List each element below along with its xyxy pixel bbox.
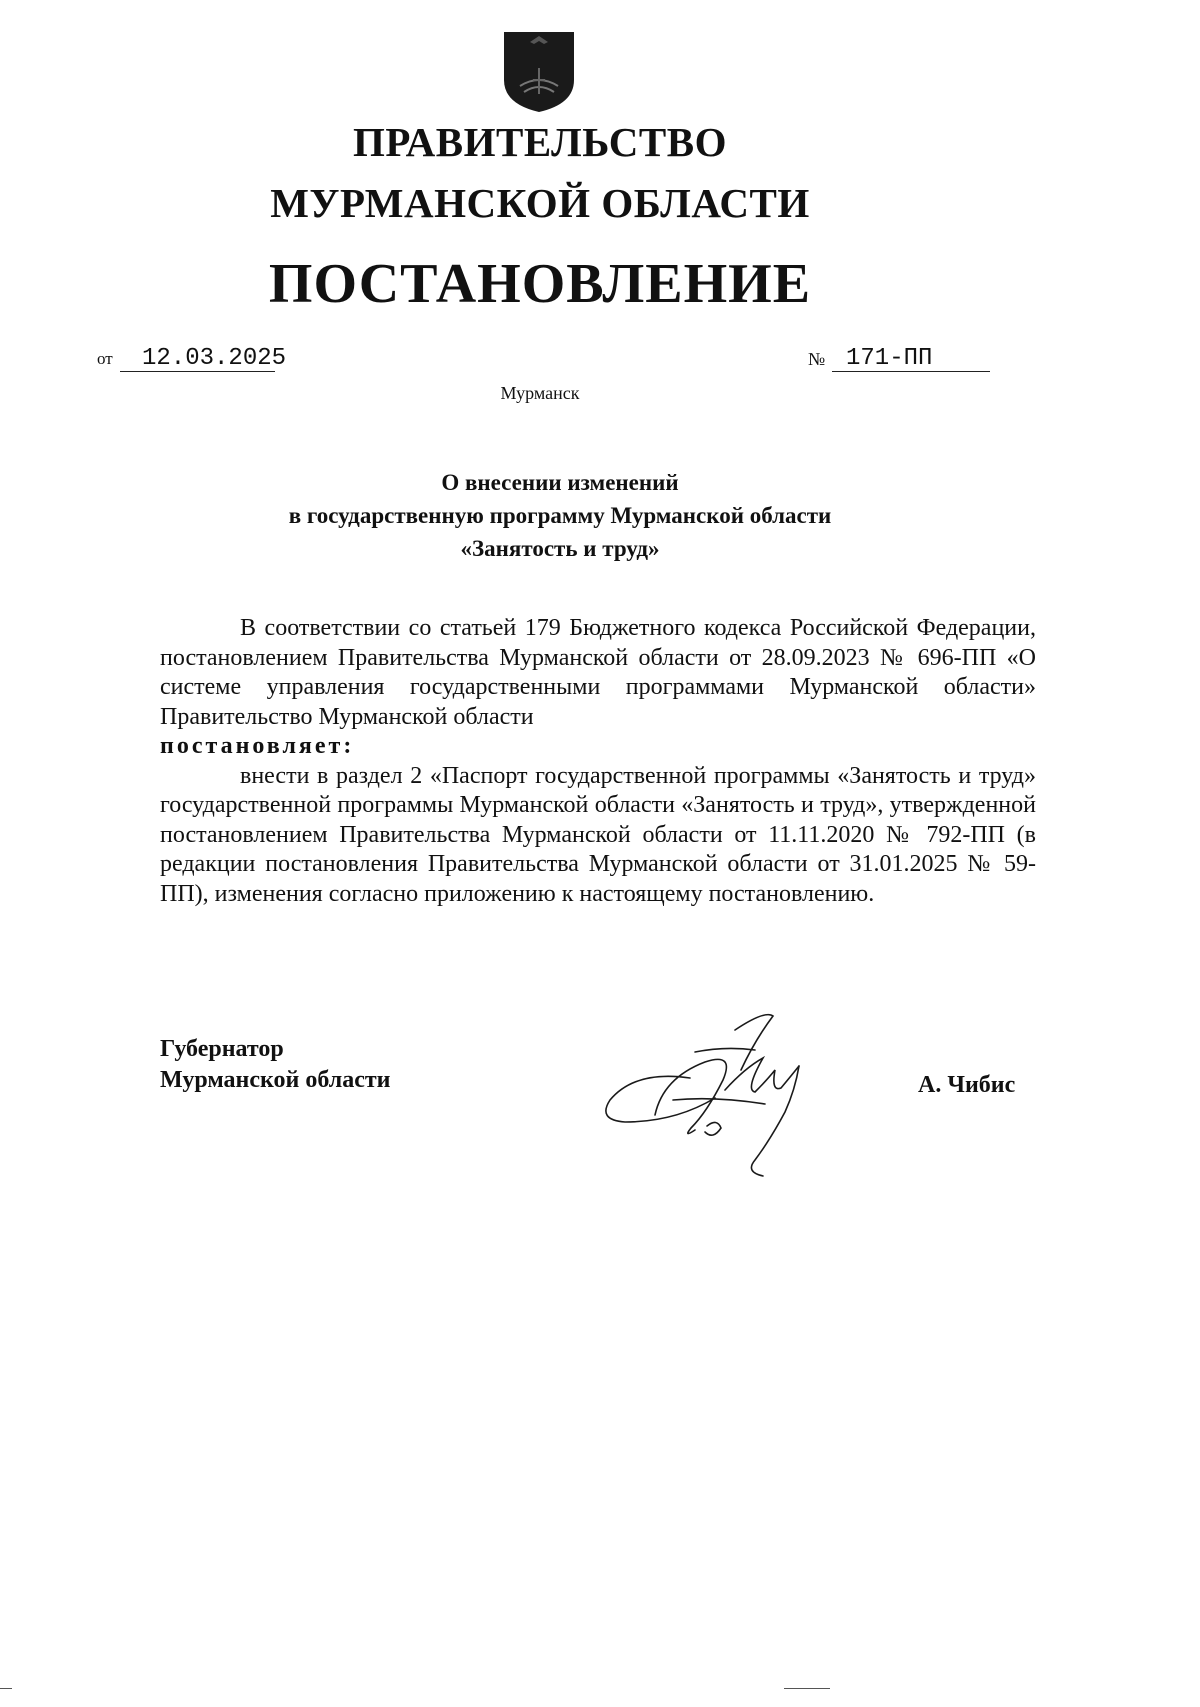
signer-position-line2: Мурманской области <box>160 1067 391 1093</box>
government-title-line1: ПРАВИТЕЛЬСТВО <box>352 119 728 165</box>
coat-of-arms-icon <box>500 28 578 114</box>
body-paragraph-1: В соответствии со статьей 179 Бюджетного кодекса Российской Федерации, постановлением Правительства Мурманской области от 28.09.2023 № 696-ПП «О системе управления государственными программами Мурманской области» Правительство Мурманской области <box>160 615 1036 730</box>
handwritten-signature-icon <box>595 1000 825 1185</box>
decree-word: постановляет: <box>160 733 355 759</box>
number-prefix-label: № <box>808 349 826 369</box>
city-name: Мурманск <box>500 383 580 403</box>
subject-line2: в государственную программу Мурманской области <box>288 503 832 528</box>
body-paragraph-2: внести в раздел 2 «Паспорт государственной программы «Занятость и труд» государственной программы Мурманской области «Занятость и труд», утвержденной постановлением Правительства Мурманской области от 11.11.2020 № 792-ПП (в редакции постановления Правительства Мурманской области от 31.01.2025 № 59-ПП), изменения согласно приложению к настоящему постановлению. <box>160 762 1036 907</box>
subject-line1: О внесении изменений <box>441 470 679 495</box>
date-prefix-label: от <box>97 349 113 368</box>
document-date: 12.03.2025 <box>120 346 275 372</box>
left-margin-mark <box>0 1688 12 1689</box>
signer-name: А. Чибис <box>918 1072 1016 1098</box>
document-subject <box>160 466 960 565</box>
subject-line3: «Занятость и труд» <box>460 536 660 561</box>
bottom-margin-mark <box>784 1688 830 1689</box>
document-type-title: ПОСТАНОВЛЕНИЕ <box>268 253 812 315</box>
signer-position <box>160 1034 390 1096</box>
government-title-line2: МУРМАНСКОЙ ОБЛАСТИ <box>270 180 810 226</box>
signer-position-line1: Губернатор <box>160 1036 284 1062</box>
document-number: 171-ПП <box>832 346 990 372</box>
document-body <box>160 614 1036 909</box>
